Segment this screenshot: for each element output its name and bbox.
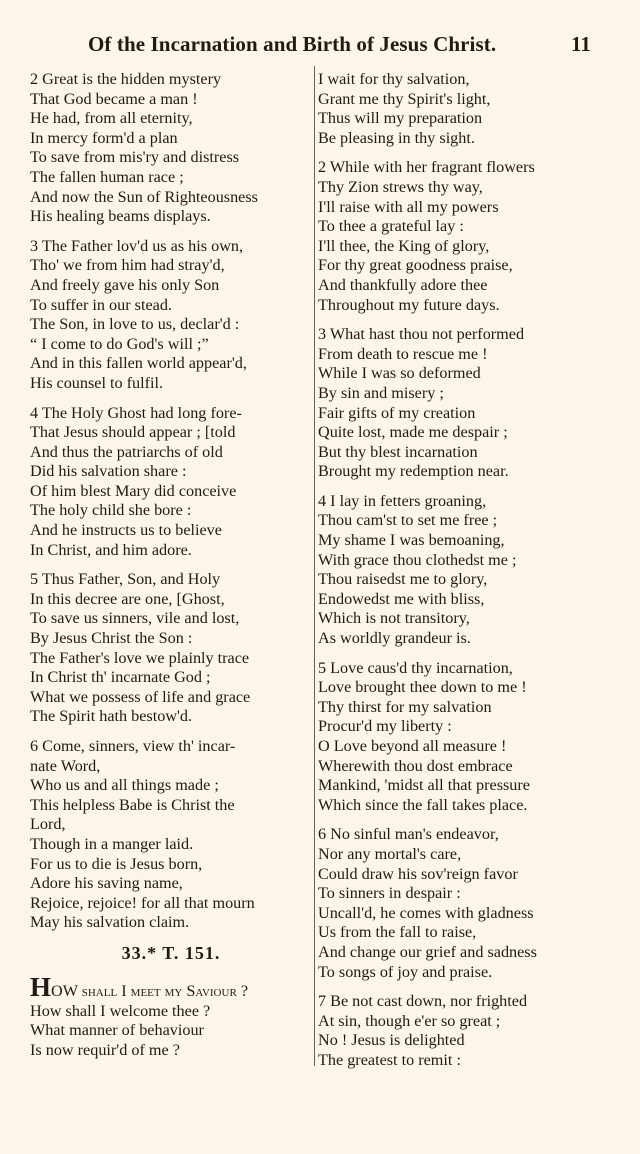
verse-line: Could draw his sov'reign favor bbox=[318, 864, 518, 883]
running-title: Of the Incarnation and Birth of Jesus Christ. bbox=[88, 32, 497, 56]
verse-line: “ I come to do God's will ;” bbox=[30, 334, 209, 353]
verse-line: By Jesus Christ the Son : bbox=[30, 629, 193, 648]
verse-line: His counsel to fulfil. bbox=[30, 373, 164, 392]
right-column bbox=[318, 70, 634, 1081]
verse-line: Be pleasing in thy sight. bbox=[318, 128, 475, 147]
verse-line: In Christ, and him adore. bbox=[30, 540, 192, 559]
verse-line: I'll thee, the King of glory, bbox=[318, 236, 490, 255]
verse-line: nate Word, bbox=[30, 756, 101, 775]
verse-line: From death to rescue me ! bbox=[318, 344, 488, 363]
drop-cap: H bbox=[30, 971, 52, 1002]
verse-line: Of him blest Mary did conceive bbox=[30, 481, 237, 500]
verse-line: I wait for thy salvation, bbox=[318, 70, 470, 88]
verse-line: What we possess of life and grace bbox=[30, 687, 251, 706]
verse-line: Thus will my preparation bbox=[318, 109, 483, 128]
verse-line: Wherewith thou dost embrace bbox=[318, 756, 513, 775]
verse-line: O Love beyond all measure ! bbox=[318, 737, 507, 755]
verse-line: Is now requir'd of me ? bbox=[30, 1040, 180, 1059]
verse-line: What manner of behaviour bbox=[30, 1021, 204, 1040]
verse-line: 5 Love caus'd thy incarnation, bbox=[318, 658, 513, 677]
verse-line: As worldly grandeur is. bbox=[318, 629, 471, 648]
verse-line: And he instructs us to believe bbox=[30, 521, 222, 540]
verse-line: Mankind, 'midst all that pressure bbox=[318, 776, 530, 795]
verse-line: That God became a man ! bbox=[30, 89, 198, 108]
verse-line: Rejoice, rejoice! for all that mourn bbox=[30, 893, 255, 912]
verse-line: 6 Come, sinners, view th' incar- bbox=[30, 737, 236, 755]
verse-line: In mercy form'd a plan bbox=[30, 128, 178, 147]
verse-line: And freely gave his only Son bbox=[30, 275, 220, 294]
verse-line: In this decree are one, [Ghost, bbox=[30, 589, 225, 608]
running-header bbox=[0, 32, 640, 62]
verse-line: Though in a manger laid. bbox=[30, 834, 194, 853]
hymn-number-heading: 33.* T. 151. bbox=[121, 942, 221, 963]
verse-line: The Son, in love to us, declar'd : bbox=[30, 315, 240, 334]
verse-line: For us to die is Jesus born, bbox=[30, 854, 203, 873]
verse-line: Thou cam'st to set me free ; bbox=[318, 511, 498, 530]
verse-line: 3 The Father lov'd us as his own, bbox=[30, 236, 244, 255]
verse-line: To suffer in our stead. bbox=[30, 295, 172, 314]
verse-line: Nor any mortal's care, bbox=[318, 844, 462, 863]
verse-line: The holy child she bore : bbox=[30, 501, 192, 520]
verse-line: By sin and misery ; bbox=[318, 383, 444, 402]
verse-line: To save from mis'ry and distress bbox=[30, 148, 240, 167]
stanza bbox=[30, 737, 312, 933]
verse-line: Adore his saving name, bbox=[30, 874, 183, 893]
verse-line: 2 Great is the hidden mystery bbox=[30, 70, 222, 88]
verse-line: 2 While with her fragrant flowers bbox=[318, 158, 535, 177]
verse-line: May his salvation claim. bbox=[30, 913, 190, 932]
verse-line: While I was so deformed bbox=[318, 364, 481, 383]
verse-line: Tho' we from him had stray'd, bbox=[30, 256, 225, 275]
verse-line: My shame I was bemoaning, bbox=[318, 531, 505, 550]
verse-line: In Christ th' incarnate God ; bbox=[30, 668, 211, 687]
page-number: 11 bbox=[571, 32, 591, 56]
stanza bbox=[30, 570, 312, 727]
verse-line: How shall I welcome thee ? bbox=[30, 1001, 211, 1020]
verse-line: But thy blest incarnation bbox=[318, 442, 478, 461]
stanza bbox=[30, 237, 312, 394]
verse-line: At sin, though e'er so great ; bbox=[318, 1011, 501, 1030]
stanza bbox=[318, 325, 634, 482]
stanza bbox=[30, 404, 312, 561]
verse-line: The Father's love we plainly trace bbox=[30, 648, 250, 667]
verse-line: The greatest to remit : bbox=[318, 1050, 461, 1069]
verse-line: This helpless Babe is Christ the bbox=[30, 795, 235, 814]
verse-line: To save us sinners, vile and lost, bbox=[30, 609, 240, 628]
stanza bbox=[318, 492, 634, 649]
verse-line: And change our grief and sadness bbox=[318, 942, 537, 961]
verse-line: 4 The Holy Ghost had long fore- bbox=[30, 403, 242, 422]
verse-line: To thee a grateful lay : bbox=[318, 217, 464, 236]
stanza bbox=[318, 825, 634, 982]
verse-line: The Spirit hath bestow'd. bbox=[30, 707, 193, 726]
verse-line: His healing beams displays. bbox=[30, 207, 211, 226]
new-hymn-stanza bbox=[30, 971, 312, 1060]
verse-line: I'll raise with all my powers bbox=[318, 197, 499, 216]
verse-line: Which is not transitory, bbox=[318, 609, 470, 628]
verse-line: Brought my redemption near. bbox=[318, 462, 509, 481]
verse-line bbox=[30, 971, 312, 1002]
verse-line: Throughout my future days. bbox=[318, 295, 500, 314]
verse-line: No ! Jesus is delighted bbox=[318, 1031, 465, 1050]
verse-line: Love brought thee down to me ! bbox=[318, 678, 527, 697]
stanza bbox=[318, 70, 634, 148]
verse-line: Thou raisedst me to glory, bbox=[318, 570, 488, 589]
verse-line: 7 Be not cast down, nor frighted bbox=[318, 992, 528, 1011]
left-column bbox=[30, 70, 312, 1070]
verse-line: To songs of joy and praise. bbox=[318, 962, 493, 981]
verse-line: Us from the fall to raise, bbox=[318, 923, 477, 942]
verse-line: Grant me thy Spirit's light, bbox=[318, 89, 491, 108]
stanza bbox=[318, 158, 634, 315]
verse-line: And now the Sun of Righteousness bbox=[30, 187, 258, 206]
verse-line: Lord, bbox=[30, 815, 66, 834]
verse-line: And in this fallen world appear'd, bbox=[30, 354, 247, 373]
stanza bbox=[318, 992, 634, 1070]
verse-line: 6 No sinful man's endeavor, bbox=[318, 825, 499, 844]
verse-line: That Jesus should appear ; [told bbox=[30, 423, 236, 442]
verse-line: Procur'd my liberty : bbox=[318, 717, 452, 736]
verse-line: Thy Zion strews thy way, bbox=[318, 177, 483, 196]
verse-line: Endowedst me with bliss, bbox=[318, 589, 485, 608]
stanza bbox=[30, 70, 312, 227]
verse-line: The fallen human race ; bbox=[30, 167, 184, 186]
verse-line: Thy thirst for my salvation bbox=[318, 697, 492, 716]
verse-line: 4 I lay in fetters groaning, bbox=[318, 491, 487, 510]
verse-line: And thankfully adore thee bbox=[318, 275, 488, 294]
verse-line: With grace thou clothedst me ; bbox=[318, 550, 517, 569]
verse-line: To sinners in despair : bbox=[318, 884, 461, 903]
verse-line: Which since the fall takes place. bbox=[318, 795, 528, 814]
column-divider bbox=[314, 66, 315, 1066]
verse-line: For thy great goodness praise, bbox=[318, 256, 513, 275]
first-line-text: OW shall I meet my Saviour ? bbox=[51, 981, 249, 1000]
stanza bbox=[318, 659, 634, 816]
verse-line: Who us and all things made ; bbox=[30, 776, 219, 795]
verse-line: He had, from all eternity, bbox=[30, 109, 193, 128]
verse-line: Fair gifts of my creation bbox=[318, 403, 476, 422]
verse-line: Quite lost, made me despair ; bbox=[318, 423, 508, 442]
verse-line: Did his salvation share : bbox=[30, 462, 187, 481]
verse-line: Uncall'd, he comes with gladness bbox=[318, 903, 534, 922]
verse-line: 3 What hast thou not performed bbox=[318, 325, 525, 344]
verse-line: 5 Thus Father, Son, and Holy bbox=[30, 570, 221, 589]
verse-line: And thus the patriarchs of old bbox=[30, 442, 223, 461]
